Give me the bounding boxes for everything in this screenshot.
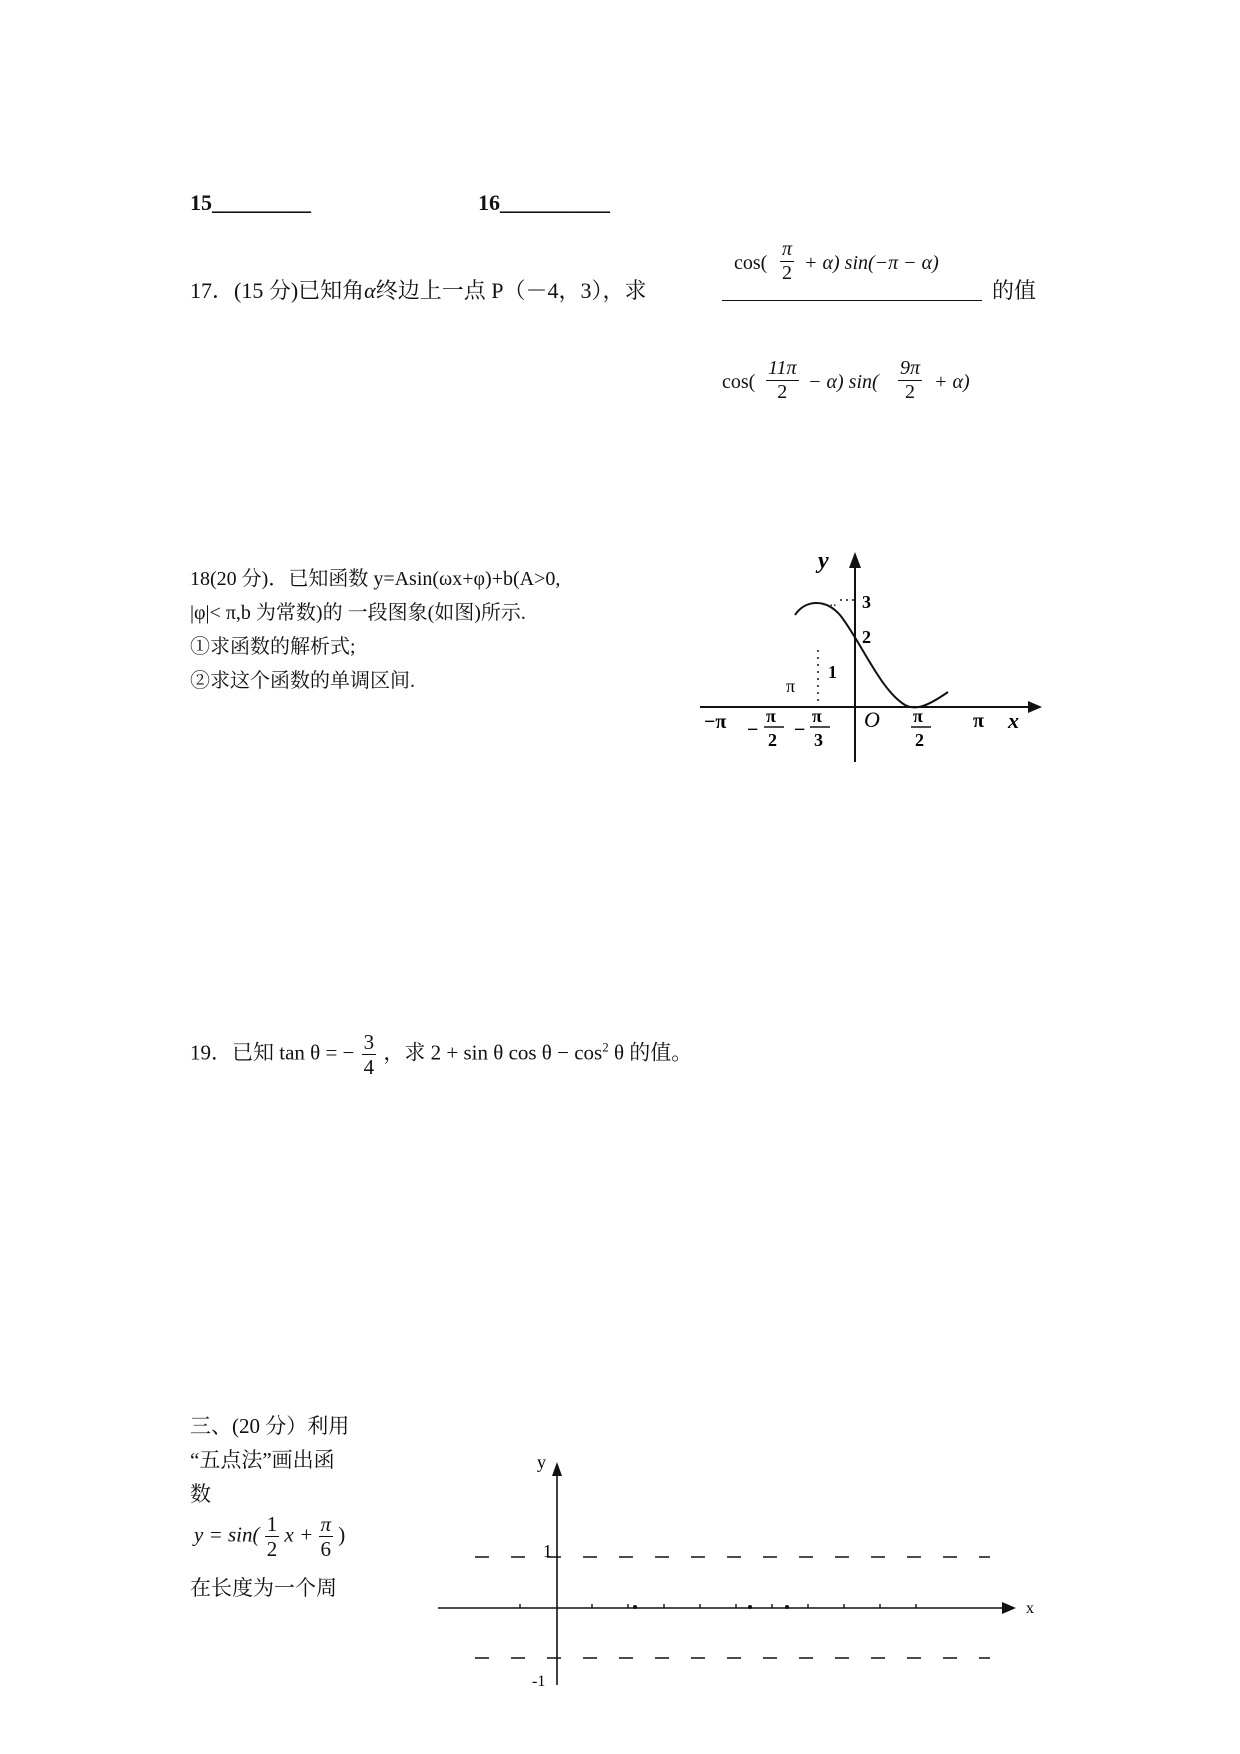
q17-fraction	[722, 238, 982, 403]
q3-line1: 三、(20 分）利用	[190, 1414, 350, 1438]
q18-tick-1: 1	[828, 662, 837, 682]
q19-sup: 2	[602, 1039, 609, 1055]
answer-blank-15: 15_________	[190, 190, 311, 215]
q17-den-c: + α)	[934, 371, 970, 393]
q17-num-frac: $\frac{\pi}{2}$	[782, 238, 793, 284]
q18-y-label: y	[818, 548, 829, 574]
q17-num-b: + α) sin(−π − α)	[804, 252, 939, 274]
q18-minus-1: −	[747, 719, 759, 741]
q17-num-a: cos(	[734, 252, 768, 274]
q19-fraction: $\frac{3}{4}$	[363, 1030, 375, 1080]
q3-line5: 在长度为一个周	[190, 1576, 337, 1600]
q19-tail: θ 的值。	[613, 1040, 693, 1065]
q18-x-neg-pi: −π	[704, 711, 727, 733]
q3-x-arrow-icon	[1002, 1602, 1016, 1614]
q17-den-a: cos(	[722, 371, 756, 393]
q17-lead: 17．(15 分)已知角	[190, 278, 365, 303]
q17-alpha: α	[364, 278, 376, 303]
q18-x-pi2-num: π	[913, 706, 923, 726]
q3-grid	[430, 1450, 1050, 1700]
q18-x-neg-pi3-den: 3	[814, 730, 823, 750]
q18-tick-2: 2	[862, 627, 871, 647]
q17-den-frac1: $\frac{11\pi}{2}$	[768, 357, 797, 403]
q17-tail: 的值	[992, 278, 1037, 303]
q18-y-arrow-icon	[849, 552, 861, 568]
q18-origin: O	[864, 707, 880, 732]
q17-mid: 终边上一点 P（－4，3），求	[375, 278, 647, 303]
q3-y-label: y	[537, 1452, 546, 1472]
q3-line3: 数	[190, 1482, 211, 1506]
q18-minus-2: −	[794, 719, 806, 741]
q18-x-neg-pi3-num: π	[812, 706, 822, 726]
q18-line2: |φ|< π,b 为常数)的 一段图象(如图)所示.	[190, 602, 526, 624]
q3-function: y = sin( $\frac{1}{2}$ x + $\frac{\pi}{6}$ )	[194, 1512, 346, 1562]
q3-tick-1: 1	[543, 1541, 552, 1561]
q18-x-pi2-den: 2	[915, 730, 924, 750]
q18-x-neg-pi2-num: π	[766, 706, 776, 726]
question-17	[190, 274, 646, 305]
q18-x-neg-pi2-den: 2	[768, 730, 777, 750]
question-19	[190, 1030, 692, 1079]
q18-pi-mark: π	[786, 676, 796, 696]
q18-graph	[690, 540, 1060, 770]
q3-x-label: x	[1026, 1600, 1034, 1617]
q18-curve	[795, 603, 948, 707]
q18-x-label: x	[1008, 708, 1019, 733]
q3-y-arrow-icon	[552, 1462, 562, 1476]
q18-tick-3: 3	[862, 592, 871, 612]
q18-line4: ②求这个函数的单调区间.	[190, 670, 415, 692]
q18-line3: ①求函数的解析式;	[190, 636, 356, 658]
q3-line2: “五点法”画出函	[190, 1448, 335, 1472]
q3-tick-m1: -1	[532, 1673, 546, 1690]
answer-blank-16: 16__________	[478, 190, 610, 215]
q3-frac-half: $\frac{1}{2}$	[266, 1512, 278, 1562]
q19-mid: ，求 2 + sin θ cos θ − cos	[383, 1040, 603, 1065]
q18-x-arrow-icon	[1028, 701, 1042, 713]
q17-den-frac2: $\frac{9\pi}{2}$	[900, 357, 921, 403]
q3-frac-pi6: $\frac{\pi}{6}$	[320, 1512, 332, 1562]
q19-lead: 19．已知 tan θ = −	[190, 1040, 355, 1065]
q17-den-b: − α) sin(	[808, 371, 879, 393]
q18-dots: ...	[826, 595, 837, 610]
q18-x-pi: π	[973, 710, 984, 732]
q18-line1: 18(20 分)．已知函数 y=Asin(ωx+φ)+b(A>0,	[190, 568, 561, 590]
